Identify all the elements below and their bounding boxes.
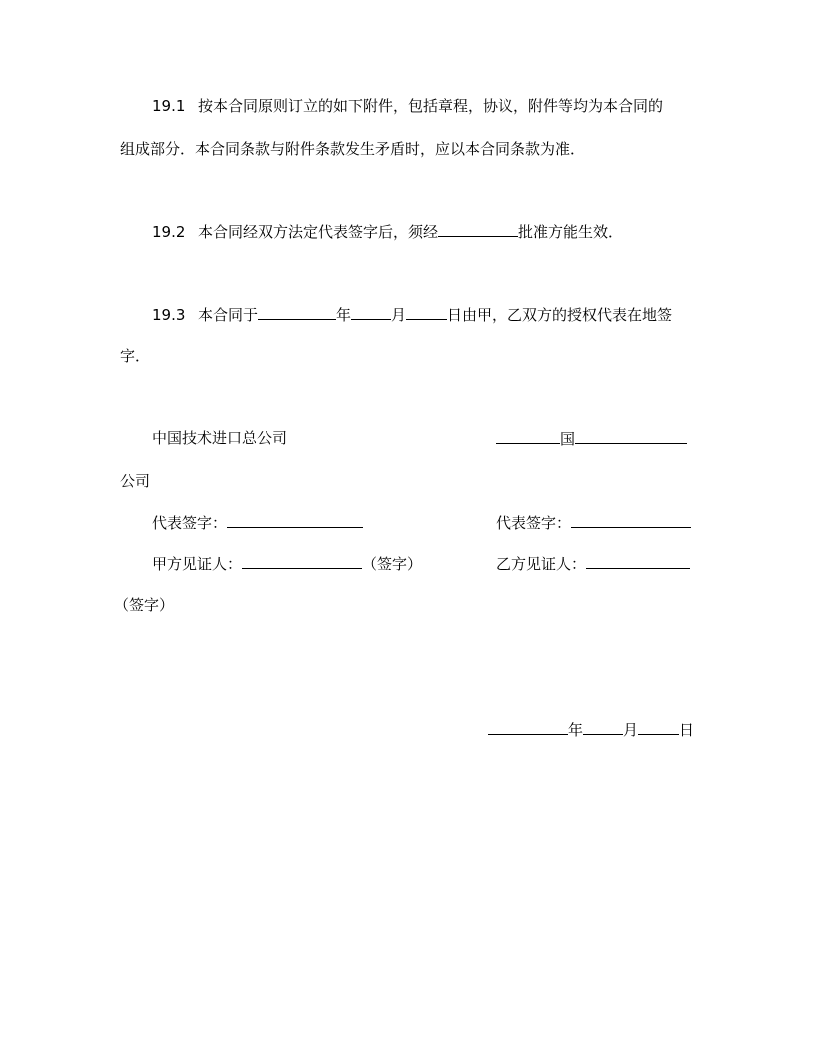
sign-note: （签字） (114, 596, 175, 614)
clause-19-1-line-2 (120, 139, 585, 159)
party-b-rep-signature-blank[interactable] (571, 512, 691, 528)
month-label: 月 (391, 306, 407, 324)
year-label: 年 (568, 721, 584, 739)
clause-text: 本合同于 (198, 306, 259, 324)
party-b-country-blank[interactable] (496, 428, 560, 444)
party-a-rep-signature-blank[interactable] (227, 512, 363, 528)
clause-19-3-line-1 (152, 304, 672, 324)
party-b-witness (496, 553, 690, 573)
clause-19-1-line-1 (152, 96, 663, 116)
signing-day-blank[interactable] (406, 304, 447, 320)
signing-year-blank[interactable] (258, 304, 336, 320)
approval-authority-blank[interactable] (438, 221, 518, 237)
witness-label: 甲方见证人： (152, 555, 243, 573)
month-label: 月 (623, 721, 639, 739)
party-b-witness-suffix (114, 595, 174, 615)
party-b-rep-signature (496, 512, 691, 532)
party-a-witness-blank[interactable] (242, 553, 362, 569)
rep-label: 代表签字： (152, 514, 228, 532)
clause-number: 19.3 (152, 306, 186, 324)
date-block (488, 719, 694, 739)
party-a-witness (152, 553, 422, 573)
clause-text: 本合同经双方法定代表签字后，须经 (198, 223, 439, 241)
signing-month-blank[interactable] (351, 304, 391, 320)
date-year-blank[interactable] (488, 719, 568, 735)
sign-note: （签字） (362, 555, 423, 573)
date-month-blank[interactable] (583, 719, 623, 735)
clause-text: 字． (120, 347, 151, 365)
country-label: 国 (560, 430, 576, 448)
clause-text: 按本合同原则订立的如下附件，包括章程，协议，附件等均为本合同的 (198, 97, 664, 115)
clause-19-2 (152, 221, 623, 241)
party-b-name (496, 428, 687, 448)
day-label: 日 (679, 721, 695, 739)
date-day-blank[interactable] (638, 719, 679, 735)
party-b-witness-blank[interactable] (586, 553, 690, 569)
clause-number: 19.2 (152, 223, 186, 241)
party-b-company-blank[interactable] (575, 428, 687, 444)
clause-text: 组成部分．本合同条款与附件条款发生矛盾时，应以本合同条款为准． (120, 140, 586, 158)
party-b-company-suffix: 公司 (120, 472, 151, 490)
party-a-name: 中国技术进口总公司 (152, 429, 288, 447)
clause-19-3-line-2 (120, 346, 150, 366)
year-label: 年 (336, 306, 352, 324)
witness-label: 乙方见证人： (496, 555, 587, 573)
clause-number: 19.1 (152, 97, 186, 115)
clause-text: 日由甲，乙双方的授权代表在地签 (447, 306, 673, 324)
rep-label: 代表签字： (496, 514, 572, 532)
clause-text: 批准方能生效． (518, 223, 624, 241)
party-a-rep-signature (152, 512, 363, 532)
